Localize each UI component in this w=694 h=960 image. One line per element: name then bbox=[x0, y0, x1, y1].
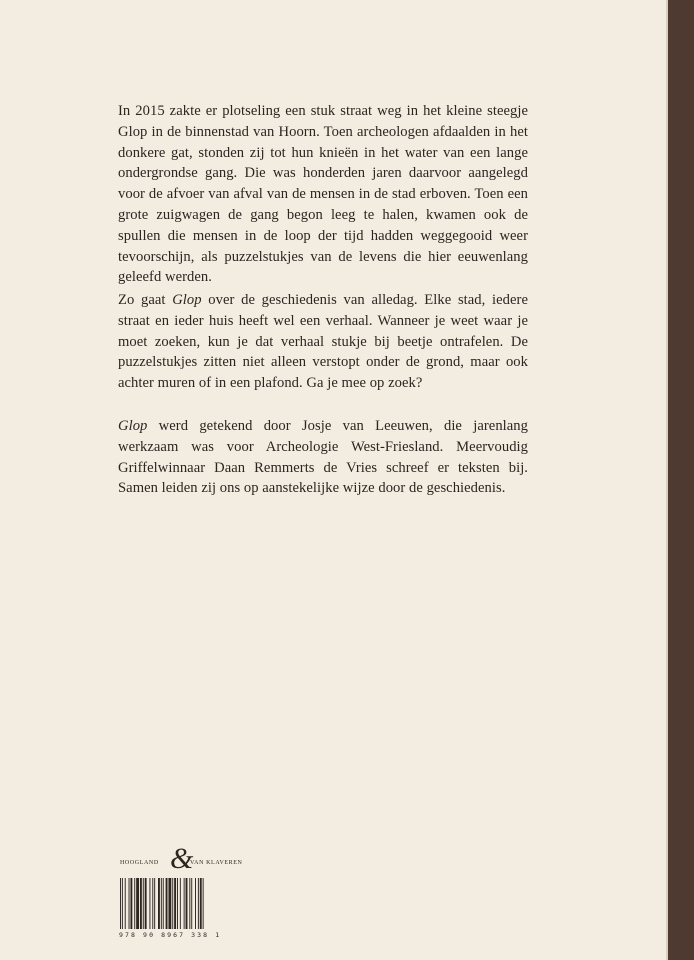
barcode-bar bbox=[174, 878, 176, 929]
barcode-icon bbox=[119, 878, 247, 929]
barcode-bar bbox=[130, 878, 132, 929]
barcode-bar bbox=[198, 878, 199, 929]
barcode-bar bbox=[152, 878, 153, 929]
barcode-bar bbox=[200, 878, 202, 929]
barcode-bar bbox=[166, 878, 168, 929]
paragraph-text: In 2015 zakte er plotseling een stuk straat weg in het kleine steegje Glop in de binnenstad van Hoorn. Toen archeologen afdaalden in het donkere gat, stonden zij tot hun knieën in het water van een lange ondergrondse gang. Die was honderden jaren daarvoor aangelegd voor de afvoer van afval van de mensen in de stad erboven. Toen een grote zuigwagen de gang begon leeg te halen, kwamen ook de spullen die mensen in de loop der tijd hadden weggegooid weer tevoorschijn, als puzzelstukjes van de levens die hier eeuwenlang geleefd werden. bbox=[118, 103, 528, 286]
barcode-bar bbox=[143, 878, 144, 929]
paragraph-text-end: werd getekend door Josje van Leeuwen, die jarenlang werkzaam was voor Archeologie West-Friesland. Meervoudig Griffelwinnaar Daan Remmerts de Vries schreef er teksten bij. Samen leiden zij ons op aanstekelijke wijze door de geschiedenis. bbox=[118, 418, 528, 497]
isbn-digits: 978 90 8967 338 1 bbox=[119, 931, 222, 939]
barcode-bar bbox=[172, 878, 173, 929]
barcode-bar bbox=[120, 878, 121, 929]
book-title: Glop bbox=[118, 418, 148, 434]
paragraph-text bbox=[118, 416, 528, 499]
barcode-bar bbox=[125, 878, 126, 929]
barcode-bar bbox=[186, 878, 188, 929]
barcode-bar bbox=[180, 878, 181, 929]
barcode-bar bbox=[140, 878, 142, 929]
barcode-bar bbox=[145, 878, 147, 929]
barcode-bar bbox=[154, 878, 155, 929]
publisher-logo bbox=[120, 842, 250, 875]
book-spine bbox=[668, 0, 694, 960]
blurb-paragraph-3 bbox=[118, 416, 528, 499]
barcode-bar bbox=[149, 878, 150, 929]
barcode-bar bbox=[184, 878, 185, 929]
barcode-bar bbox=[122, 878, 123, 929]
barcode-bar bbox=[136, 878, 139, 929]
barcode-bar bbox=[203, 878, 204, 929]
barcode-bar bbox=[177, 878, 178, 929]
paragraph-text-start: Zo gaat bbox=[118, 292, 173, 308]
barcode-bar bbox=[134, 878, 135, 929]
barcode-bar bbox=[129, 878, 130, 929]
book-title: Glop bbox=[172, 292, 202, 308]
blurb-paragraph-1 bbox=[118, 101, 528, 288]
barcode-bar bbox=[189, 878, 190, 929]
barcode-bar bbox=[161, 878, 162, 929]
ampersand-logo-icon: & bbox=[170, 842, 194, 875]
blurb-paragraph-2 bbox=[118, 290, 528, 394]
barcode-bar bbox=[163, 878, 164, 929]
barcode-bar bbox=[195, 878, 196, 929]
paragraph-text bbox=[118, 290, 528, 394]
barcode-bar bbox=[158, 878, 160, 929]
paragraph-text-end: over de geschiedenis van alledag. Elke stad, iedere straat en ieder huis heeft wel een verhaal. Wanneer je weet waar je moet zoeken, kun je dat verhaal stukje bij beetje ontrafelen. De puzzelstukjes zitten niet alleen verstopt onder de grond, maar ook achter muren of in een plafond. Ga je mee op zoek? bbox=[118, 292, 528, 392]
barcode-bar bbox=[168, 878, 171, 929]
barcode-bar bbox=[191, 878, 192, 929]
publisher-name-left: HOOGLAND bbox=[120, 860, 159, 866]
publisher-name-right: VAN KLAVEREN bbox=[190, 860, 243, 866]
